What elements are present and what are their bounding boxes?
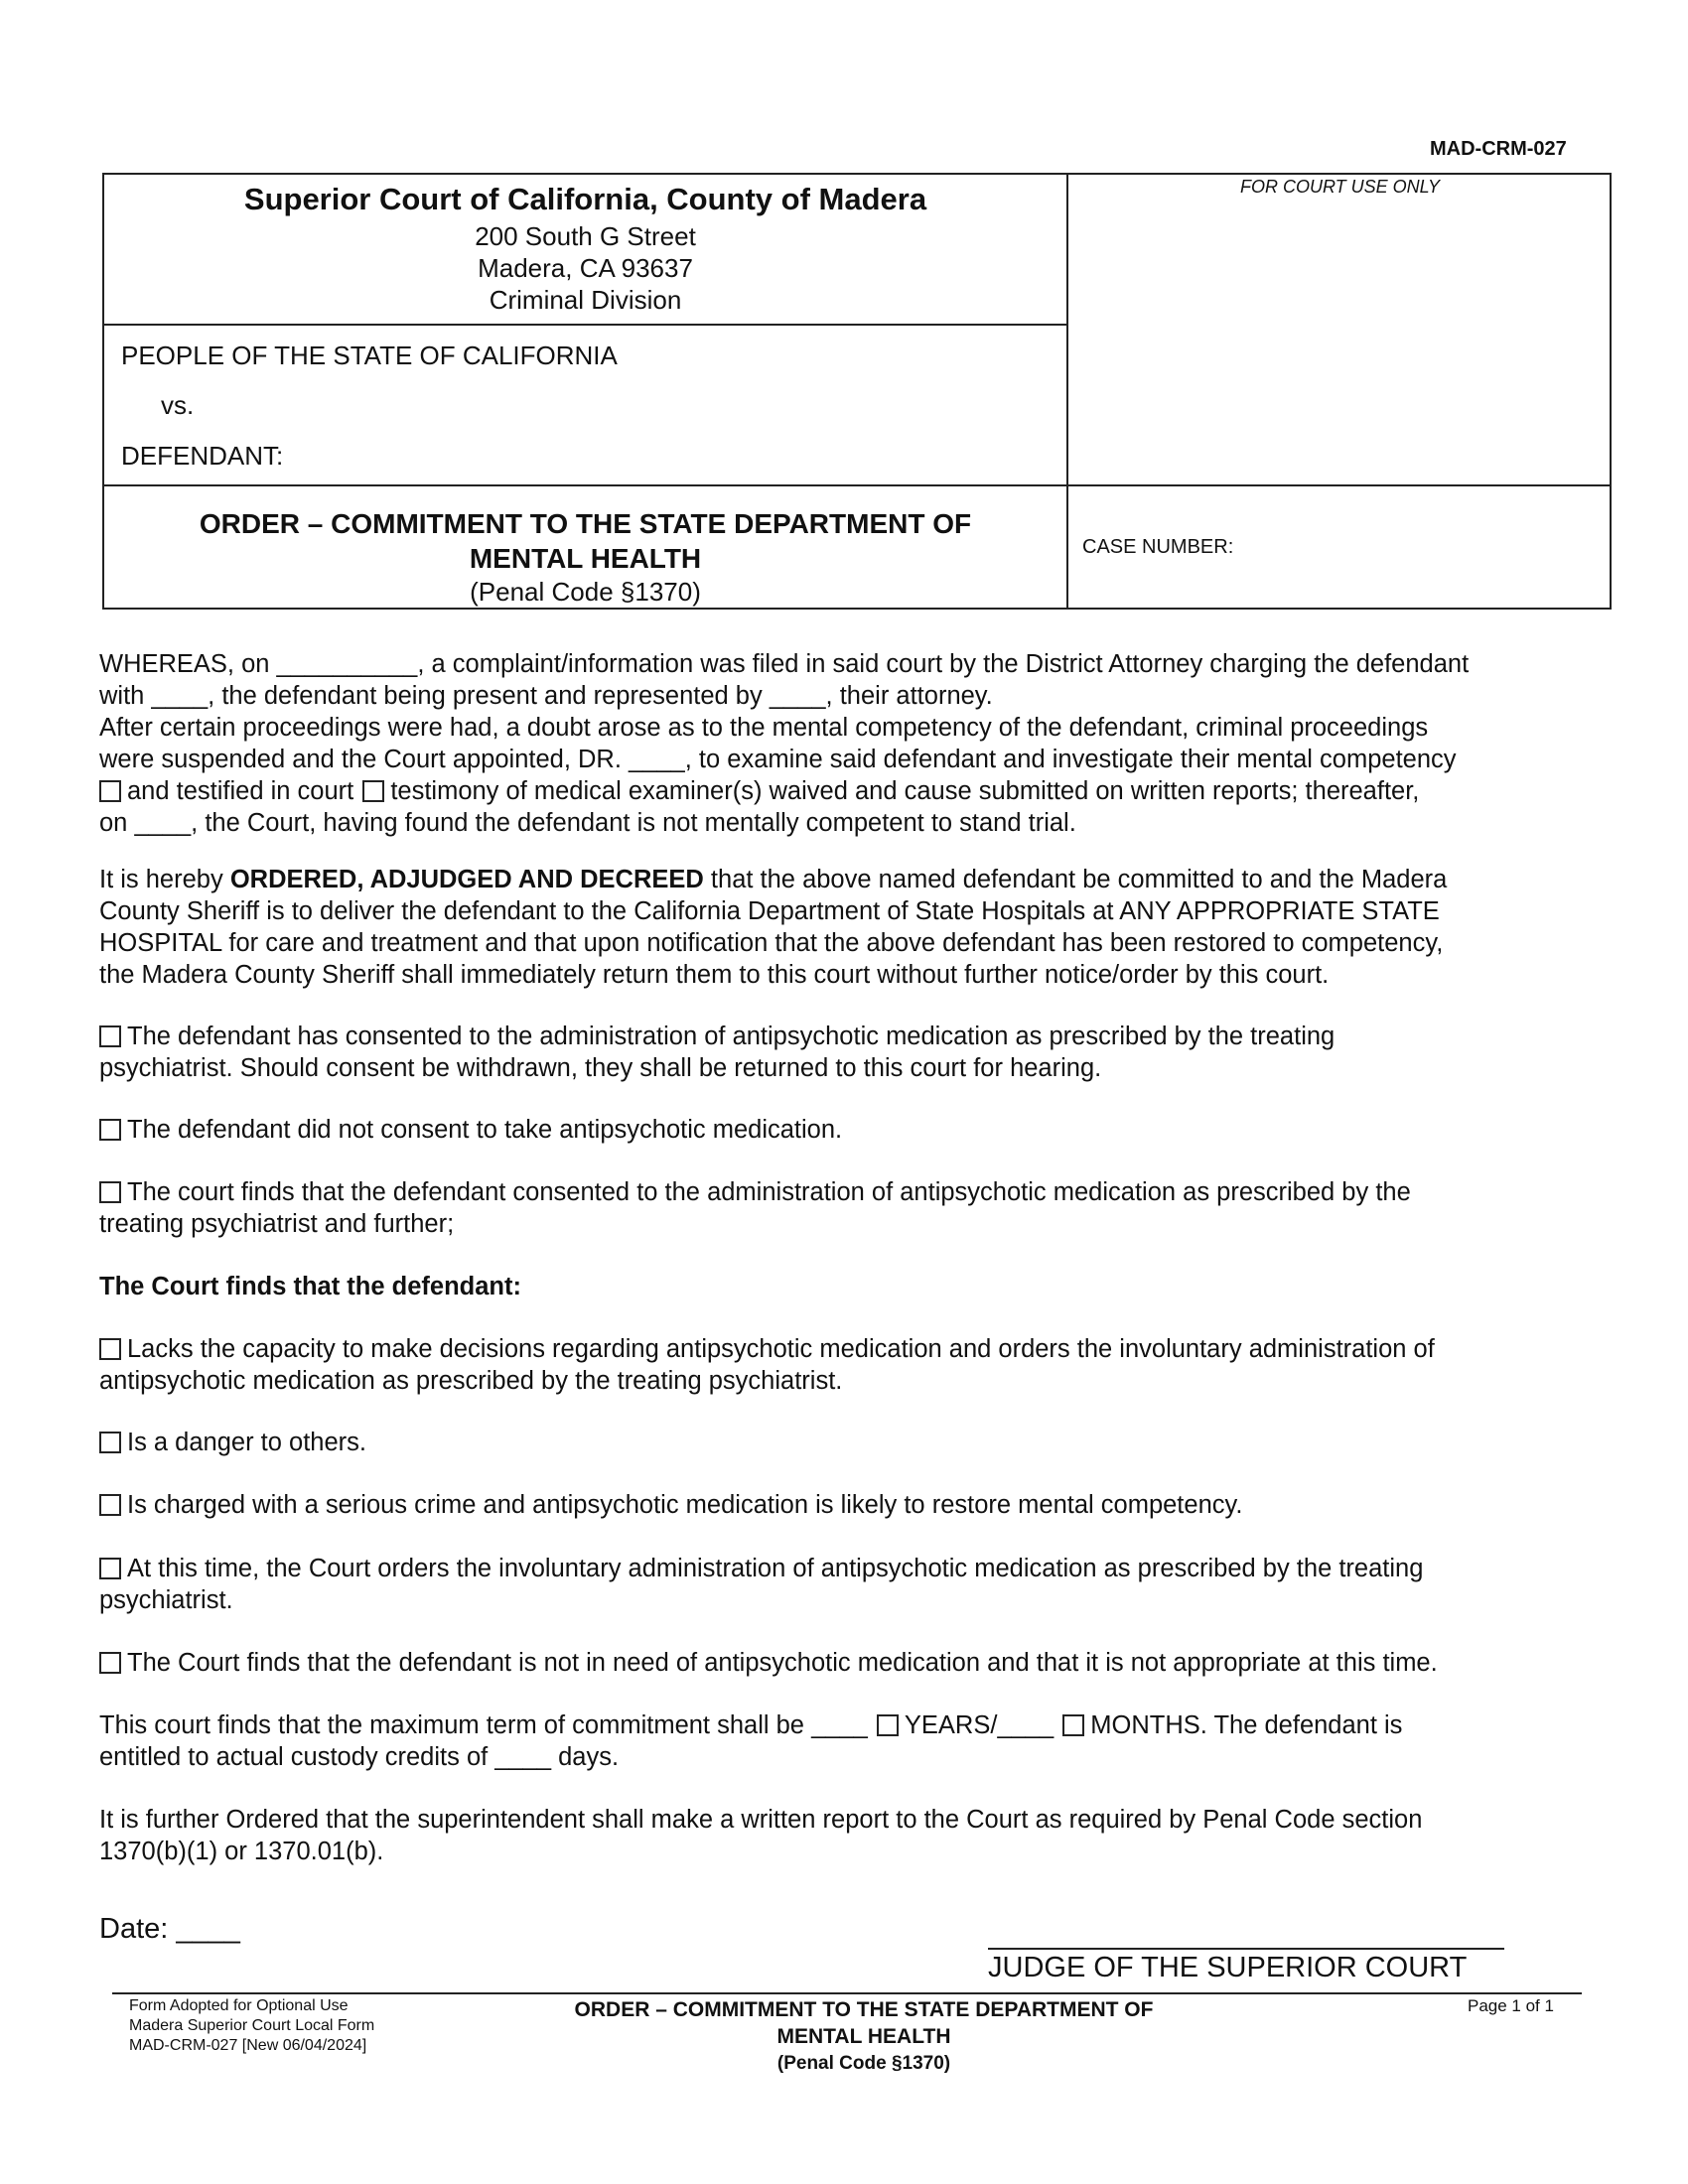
plaintiff-label: PEOPLE OF THE STATE OF CALIFORNIA (121, 341, 618, 370)
title-line-1: ORDER – COMMITMENT TO THE STATE DEPARTMENT OF (199, 508, 972, 539)
for-court-use-label: FOR COURT USE ONLY (1239, 177, 1441, 197)
finding-lacks-capacity: Lacks the capacity to make decisions regarding antipsychotic medication and orders the involuntary administration of antipsychotic medication as prescribed by the treating psychiatrist. (99, 1335, 1435, 1395)
court-finds-consent-option: The court finds that the defendant consented to the administration of antipsychotic medication as prescribed by the treating psychiatrist and further; (99, 1178, 1411, 1238)
involuntary-checkbox[interactable] (99, 1558, 121, 1579)
consented-checkbox[interactable] (99, 1025, 121, 1047)
no-consent-option: The defendant did not consent to take antipsychotic medication. (99, 1114, 1609, 1146)
case-number-label: CASE NUMBER: (1082, 536, 1234, 558)
ordered-paragraph: It is hereby ORDERED, ADJUDGED AND DECREED that the above named defendant be committed to and the Madera County Sheriff is to deliver the defendant to the California Department of State Hospitals at ANY APPROPRIATE STATE HOSPITAL for care and treatment and that upon notification that the above defendant has been restored to competency, the Madera County Sheriff shall immediately return them to this court without further notice/order by this court. (99, 866, 1448, 989)
findings-heading: The Court finds that the defendant: (99, 1273, 521, 1300)
court-street: 200 South G Street (475, 221, 696, 251)
whereas-paragraph: WHEREAS, on __________, a complaint/information was filed in said court by the District Attorney charging the defendant with ____, the defendant being present and represented by ____, their attorney. After certain proceedings were had, a doubt arose as to the mental competency of the defendant, criminal proceedings were suspended and the Court appointed, DR. ____, to examine said defendant and investigate their mental competency and testified in court testimony of medical examiner(s) waived and cause submitted on written reports; thereafter, on ____, the Court, having found the defendant is not mentally competent to stand trial. (99, 650, 1470, 837)
court-header (104, 175, 1066, 324)
title-penal-code: (Penal Code §1370) (470, 577, 701, 607)
footer-rule (112, 1992, 1582, 1994)
waived-checkbox[interactable] (362, 780, 384, 802)
defendant-label: DEFENDANT: (121, 441, 284, 471)
caption-box (102, 173, 1612, 610)
footer-form-info: Form Adopted for Optional Use Madera Superior Court Local Form MAD-CRM-027 [New 06/04/2024] (129, 1997, 375, 2054)
signature-line (988, 1948, 1504, 1950)
court-division: Criminal Division (489, 285, 682, 315)
date-line: Date: ____ (99, 1913, 240, 1945)
years-checkbox[interactable] (877, 1714, 899, 1736)
lacks-capacity-checkbox[interactable] (99, 1338, 121, 1360)
finding-involuntary: At this time, the Court orders the involuntary administration of antipsychotic medication as prescribed by the treating psychiatrist. (99, 1555, 1424, 1614)
finding-danger: Is a danger to others. (99, 1427, 1609, 1458)
serious-crime-checkbox[interactable] (99, 1494, 121, 1516)
court-city: Madera, CA 93637 (478, 253, 693, 283)
report-paragraph: It is further Ordered that the superintendent shall make a written report to the Court as required by Penal Code section 1370(b)(1) or 1370.01(b). (99, 1806, 1423, 1865)
months-checkbox[interactable] (1062, 1714, 1084, 1736)
court-finds-consent-checkbox[interactable] (99, 1181, 121, 1203)
no-consent-checkbox[interactable] (99, 1119, 121, 1141)
not-needed-checkbox[interactable] (99, 1652, 121, 1674)
order-title (104, 484, 1066, 608)
consent-option: The defendant has consented to the administration of antipsychotic medication as prescribed by the treating psychiatrist. Should consent be withdrawn, they shall be returned to this court for hearing. (99, 1023, 1336, 1082)
page-number: Page 1 of 1 (1468, 1996, 1554, 2015)
judge-label: JUDGE OF THE SUPERIOR COURT (988, 1952, 1468, 1983)
form-number: MAD-CRM-027 (1430, 138, 1567, 160)
testified-checkbox[interactable] (99, 780, 121, 802)
term-paragraph: This court finds that the maximum term of commitment shall be ____ YEARS/____ MONTHS. The defendant is entitled to actual custody credits of ____ days. (99, 1711, 1403, 1771)
court-name: Superior Court of California, County of Madera (243, 182, 927, 216)
finding-serious-crime: Is charged with a serious crime and antipsychotic medication is likely to restore mental competency. (99, 1489, 1609, 1521)
danger-checkbox[interactable] (99, 1432, 121, 1453)
footer-title: ORDER – COMMITMENT TO THE STATE DEPARTMENT OF MENTAL HEALTH (Penal Code §1370) (574, 1998, 1154, 2074)
finding-not-needed: The Court finds that the defendant is not in need of antipsychotic medication and that it is not appropriate at this time. (99, 1647, 1609, 1679)
vs-label: vs. (161, 390, 195, 420)
title-line-2: MENTAL HEALTH (469, 543, 702, 574)
